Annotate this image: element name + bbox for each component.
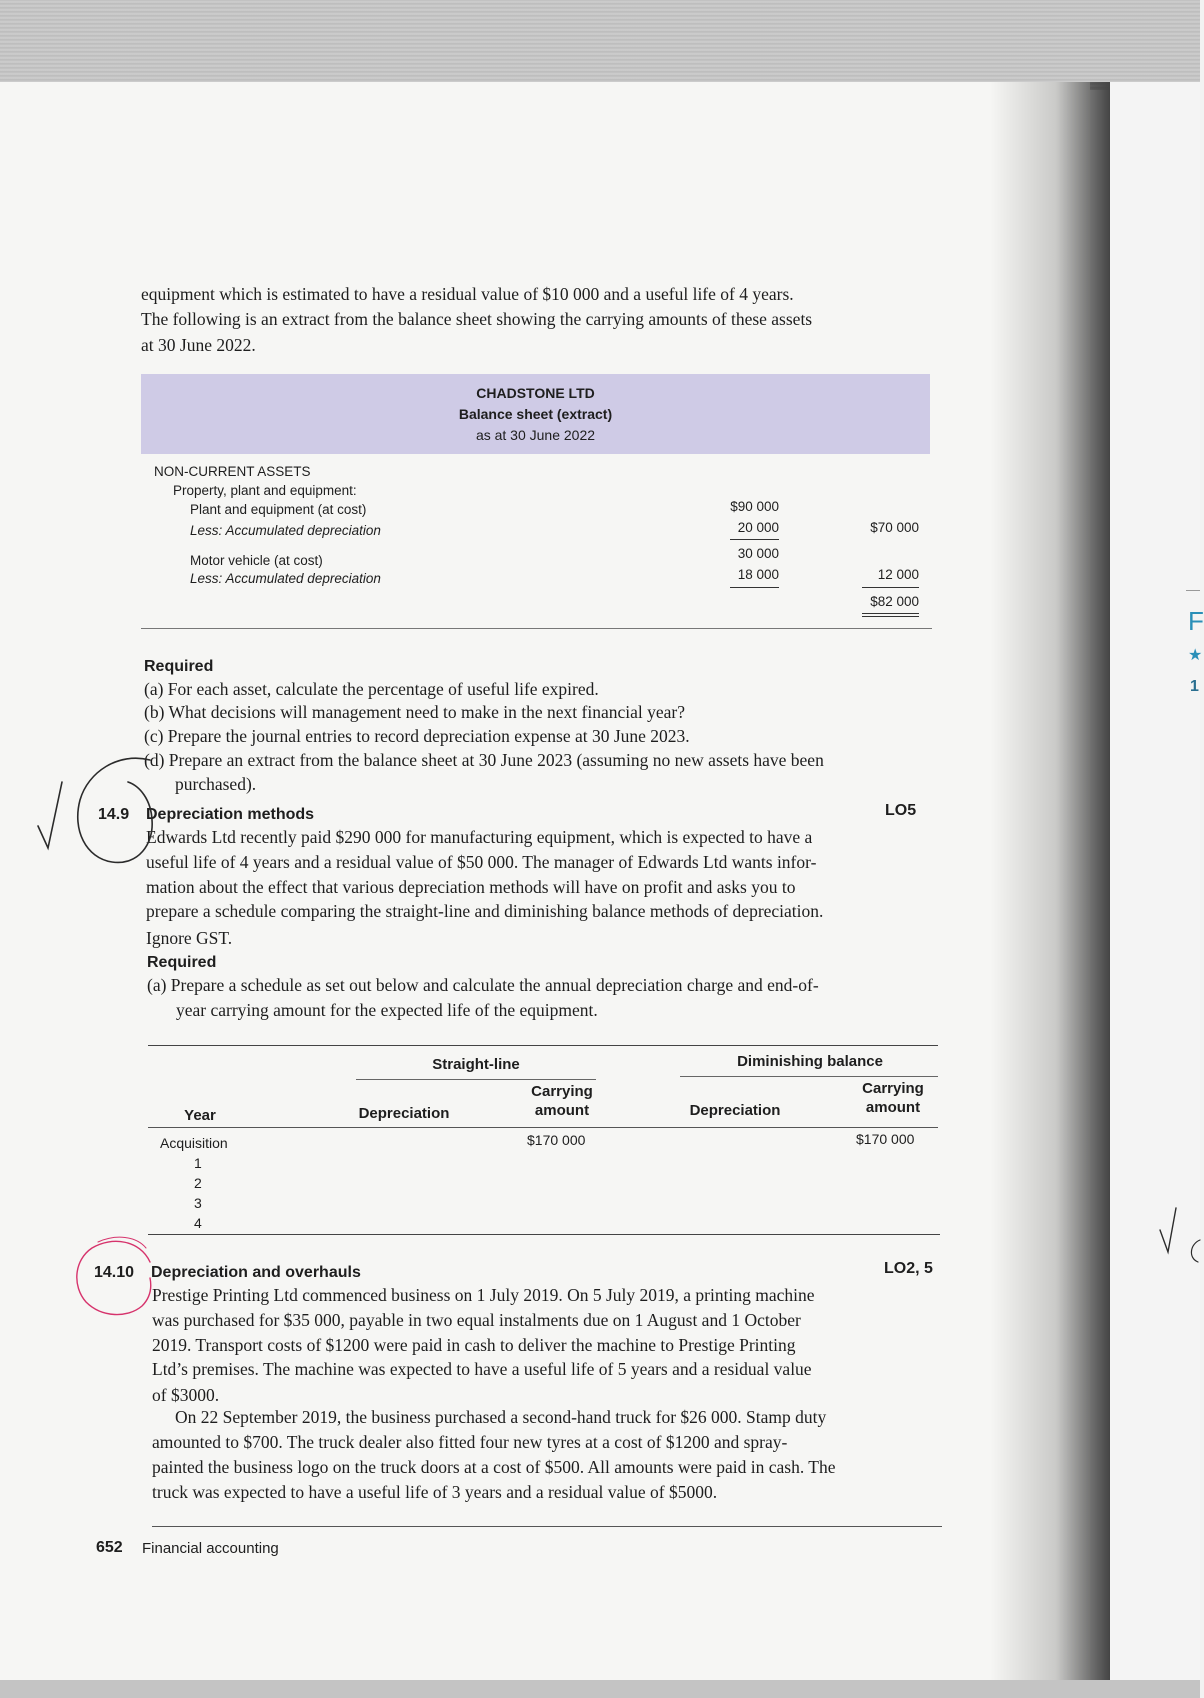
question-text-line: useful life of 4 years and a residual value of $50 000. The manager of Edwards Ltd wants infor- <box>146 852 817 872</box>
required-item-b: (b) What decisions will management need to make in the next financial year? <box>144 702 686 722</box>
column-group-straight-line: Straight-line <box>432 1056 520 1073</box>
question-text-line: Ltd’s premises. The machine was expected to have a useful life of 5 years and a residual value <box>152 1359 812 1379</box>
learning-outcome: LO5 <box>885 802 917 819</box>
required-item-a: (a) Prepare a schedule as set out below and calculate the annual depreciation charge and end-of- <box>147 975 819 995</box>
facing-page-letter: F <box>1188 606 1204 636</box>
row-value: 18 000 <box>737 567 779 582</box>
intro-line-2: The following is an extract from the balance sheet showing the carrying amounts of these assets <box>141 309 813 329</box>
facing-page-digit: 1 <box>1190 678 1199 695</box>
question-number: 14.10 <box>94 1264 135 1281</box>
column-header-carrying: Carrying <box>862 1080 924 1097</box>
section-label: NON-CURRENT ASSETS <box>154 464 311 479</box>
column-header-amount: amount <box>865 1099 921 1116</box>
row-label: Plant and equipment (at cost) <box>190 502 367 517</box>
question-text-line: mation about the effect that various depreciation methods will have on profit and asks you to <box>146 877 796 897</box>
required-item-c: (c) Prepare the journal entries to record depreciation expense at 30 June 2023. <box>144 726 690 746</box>
row-label: Less: Accumulated depreciation <box>190 571 381 586</box>
column-header-amount: amount <box>534 1102 590 1119</box>
question-text-line: Ignore GST. <box>146 928 233 948</box>
table-row: 2 <box>194 1175 202 1191</box>
book-title: Financial accounting <box>142 1540 279 1557</box>
question-title: Depreciation and overhauls <box>151 1264 361 1281</box>
balance-sheet-total: $82 000 <box>870 594 919 609</box>
red-circle-mark <box>77 1241 151 1314</box>
question-number: 14.9 <box>98 806 130 823</box>
pen-circle-mark <box>78 758 152 862</box>
page-number: 652 <box>96 1539 123 1556</box>
intro-line-1: equipment which is estimated to have a residual value of $10 000 and a useful life of 4 years. <box>141 284 794 304</box>
question-text-line: prepare a schedule comparing the straight-line and diminishing balance methods of depreciation. <box>146 901 824 921</box>
row-value: $90 000 <box>730 499 779 514</box>
required-item-a: (a) For each asset, calculate the percentage of useful life expired. <box>144 679 599 699</box>
question-text-line: 2019. Transport costs of $1200 were paid in cash to deliver the machine to Prestige Printing <box>152 1335 796 1355</box>
column-header-depreciation: Depreciation <box>689 1102 781 1119</box>
statement-date: as at 30 June 2022 <box>475 427 596 443</box>
required-heading: Required <box>144 658 214 675</box>
row-subtotal: $70 000 <box>870 520 919 535</box>
row-subtotal: 12 000 <box>877 567 919 582</box>
required-item-d: (d) Prepare an extract from the balance sheet at 30 June 2023 (assuming no new assets have been <box>144 750 824 770</box>
column-group-diminishing: Diminishing balance <box>737 1053 883 1070</box>
row-value: 30 000 <box>737 546 779 561</box>
row-value: 20 000 <box>737 520 779 535</box>
statement-title: Balance sheet (extract) <box>458 406 613 422</box>
required-heading: Required <box>147 954 217 971</box>
question-text-line: painted the business logo on the truck doors at a cost of $500. All amounts were paid in cash. The <box>152 1457 836 1477</box>
column-header-year: Year <box>184 1107 216 1124</box>
table-cell: $170 000 <box>527 1132 586 1148</box>
question-text-line: Prestige Printing Ltd commenced business on 1 July 2019. On 5 July 2019, a printing machine <box>152 1285 815 1305</box>
table-row: Acquisition <box>160 1135 228 1151</box>
intro-line-3: at 30 June 2022. <box>141 335 256 355</box>
star-icon: ★ <box>1188 647 1203 664</box>
table-row: 3 <box>194 1195 202 1211</box>
question-text-line: amounted to $700. The truck dealer also fitted four new tyres at a cost of $1200 and spray- <box>152 1432 788 1452</box>
question-text-line: truck was expected to have a useful life of 3 years and a residual value of $5000. <box>152 1482 718 1502</box>
learning-outcome: LO2, 5 <box>884 1260 933 1277</box>
question-title: Depreciation methods <box>146 806 315 823</box>
subsection-label: Property, plant and equipment: <box>173 483 357 498</box>
table-row: 4 <box>194 1215 202 1231</box>
check-mark-icon <box>1160 1208 1176 1252</box>
table-row: 1 <box>194 1155 202 1171</box>
column-header-depreciation: Depreciation <box>358 1105 450 1122</box>
table-cell: $170 000 <box>856 1131 915 1147</box>
row-label: Less: Accumulated depreciation <box>190 523 381 538</box>
company-name: CHADSTONE LTD <box>476 385 595 401</box>
question-text-line: On 22 September 2019, the business purchased a second-hand truck for $26 000. Stamp duty <box>175 1407 827 1427</box>
required-item-a-cont: year carrying amount for the expected life of the equipment. <box>176 1000 598 1020</box>
column-header-carrying: Carrying <box>531 1083 593 1100</box>
question-text-line: was purchased for $35 000, payable in two equal instalments due on 1 August and 1 October <box>152 1310 801 1330</box>
check-mark-icon <box>38 782 62 848</box>
question-text-line: of $3000. <box>152 1385 220 1405</box>
row-label: Motor vehicle (at cost) <box>190 553 323 568</box>
required-item-d-cont: purchased). <box>175 774 257 794</box>
question-text-line: Edwards Ltd recently paid $290 000 for manufacturing equipment, which is expected to have a <box>146 827 813 847</box>
